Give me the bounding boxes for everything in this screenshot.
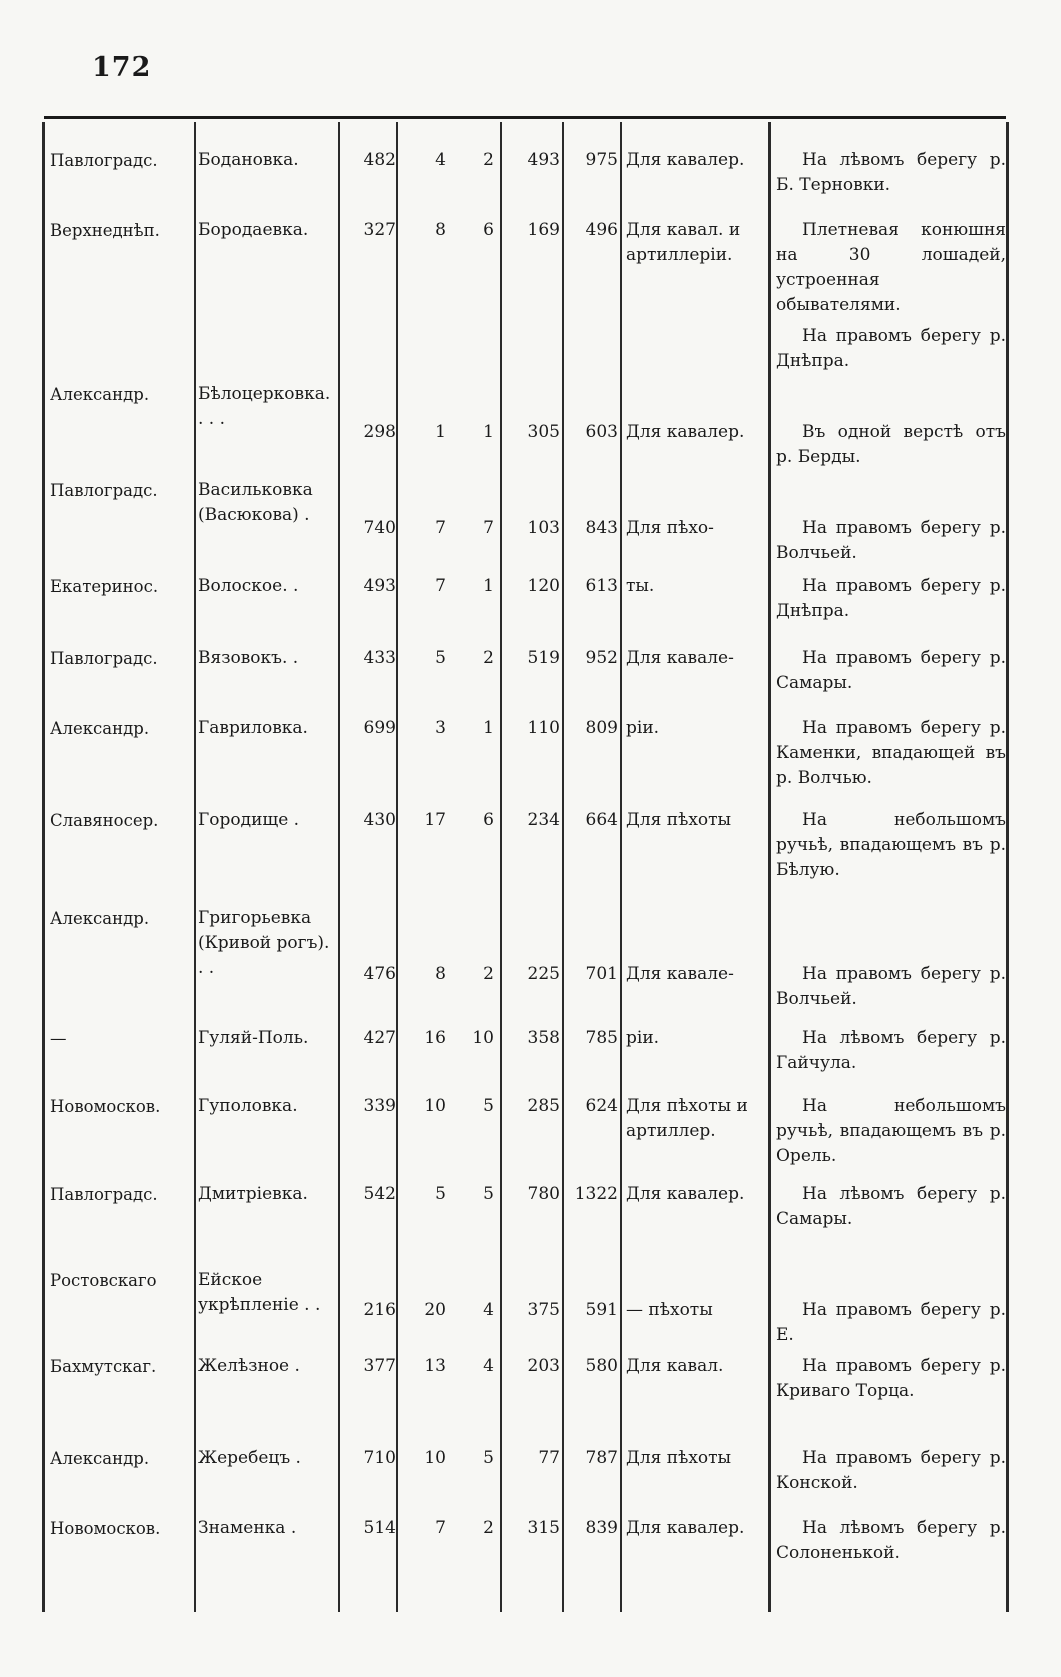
purpose-cell: Для пѣхоты [626, 810, 732, 830]
number-cell: 5 [483, 1184, 494, 1204]
village-cell: Бодановка. [198, 150, 299, 170]
number-cell: 519 [527, 648, 560, 668]
number-cell: 327 [363, 220, 396, 240]
number-cell: 482 [363, 150, 396, 170]
note-text: Плетневая конюшня на 30 лошадей, устроенная обывателями. [776, 220, 1006, 315]
village-cell: Дмитріевка. [198, 1184, 308, 1204]
note-text: На небольшомъ ручьѣ, впадающемъ въ р. Бѣлую. [776, 810, 1006, 880]
number-cell: 476 [363, 964, 396, 984]
number-cell: 493 [363, 576, 396, 596]
purpose-cell: Для пѣхо- [626, 518, 714, 538]
column-rule [562, 122, 564, 1612]
note-cell [776, 1182, 1006, 1232]
purpose-cell: Для кавалер. [626, 422, 745, 442]
number-cell: 10 [424, 1448, 446, 1468]
purpose-cell: Для пѣхоты [626, 1448, 732, 1468]
number-cell: 780 [527, 1184, 560, 1204]
number-cell: 4 [435, 150, 446, 170]
note-cell [776, 574, 1006, 624]
purpose-cell: Для кавале- [626, 648, 734, 668]
number-cell: 580 [585, 1356, 618, 1376]
number-cell: 103 [527, 518, 560, 538]
number-cell: 843 [585, 518, 618, 538]
column-rule [42, 122, 45, 1612]
village-cell: Желѣзное . [198, 1356, 300, 1376]
number-cell: 16 [424, 1028, 446, 1048]
note-text: На небольшомъ ручьѣ, впадающемъ въ р. Орель. [776, 1096, 1006, 1166]
number-cell: 701 [585, 964, 618, 984]
number-cell: 2 [483, 1518, 494, 1538]
number-cell: 514 [363, 1518, 396, 1538]
number-cell: 1 [435, 422, 446, 442]
number-cell: 2 [483, 964, 494, 984]
note-cell [776, 420, 1006, 470]
number-cell: 664 [585, 810, 618, 830]
number-cell: 225 [527, 964, 560, 984]
number-cell: 7 [435, 518, 446, 538]
number-cell: 809 [585, 718, 618, 738]
district-cell: — [50, 1029, 67, 1048]
note-text: На правомъ берегу р. Днѣпра. [776, 326, 1006, 371]
number-cell: 6 [483, 220, 494, 240]
note-text: На правомъ берегу р. Самары. [776, 648, 1006, 693]
note-text: На правомъ берегу р. Конской. [776, 1448, 1006, 1493]
number-cell: 4 [483, 1300, 494, 1320]
district-cell: Славяносер. [50, 811, 159, 830]
number-cell: 5 [483, 1096, 494, 1116]
note-text: Въ одной верстѣ отъ р. Берды. [776, 422, 1006, 467]
number-cell: 430 [363, 810, 396, 830]
number-cell: 952 [585, 648, 618, 668]
district-cell: Павлоградс. [50, 151, 158, 170]
district-cell: Верхнеднѣп. [50, 221, 160, 240]
note-cell [776, 1446, 1006, 1496]
page-number: 172 [92, 52, 152, 83]
number-cell: 427 [363, 1028, 396, 1048]
number-cell: 4 [483, 1356, 494, 1376]
number-cell: 203 [527, 1356, 560, 1376]
number-cell: 975 [585, 150, 618, 170]
district-cell: Новомосков. [50, 1519, 161, 1538]
note-text: На правомъ берегу р. Е. [776, 1300, 1006, 1345]
note-text: На правомъ берегу р. Каменки, впадающей въ р. Волчью. [776, 718, 1006, 788]
purpose-cell: ты. [626, 576, 655, 596]
note-text: На лѣвомъ берегу р. Гайчула. [776, 1028, 1006, 1073]
number-cell: 3 [435, 718, 446, 738]
note-text: На лѣвомъ берегу р. Солоненькой. [776, 1518, 1006, 1563]
note-text: На лѣвомъ берегу р. Б. Терновки. [776, 150, 1006, 195]
village-cell: Знаменка . [198, 1518, 297, 1538]
note-text: На лѣвомъ берегу р. Самары. [776, 1184, 1006, 1229]
number-cell: 10 [472, 1028, 494, 1048]
number-cell: 120 [527, 576, 560, 596]
number-cell: 10 [424, 1096, 446, 1116]
number-cell: 787 [585, 1448, 618, 1468]
note-cell [776, 516, 1006, 566]
number-cell: 285 [527, 1096, 560, 1116]
number-cell: 710 [363, 1448, 396, 1468]
district-cell: Павлоградс. [50, 1185, 158, 1204]
note-cell [776, 1298, 1006, 1348]
village-cell: Григорьевка (Кривой рогъ). . . [198, 908, 330, 978]
purpose-cell: ріи. [626, 1028, 660, 1048]
number-cell: 377 [363, 1356, 396, 1376]
number-cell: 591 [585, 1300, 618, 1320]
village-cell: Ейское укрѣпленіе . . [198, 1270, 321, 1315]
purpose-cell: — пѣхоты [626, 1300, 713, 1320]
number-cell: 433 [363, 648, 396, 668]
note-cell [776, 1026, 1006, 1076]
number-cell: 1 [483, 718, 494, 738]
number-cell: 315 [527, 1518, 560, 1538]
district-cell: Александр. [50, 909, 150, 928]
district-cell: Павлоградс. [50, 481, 158, 500]
note-cell [776, 716, 1006, 791]
column-rule [194, 122, 196, 1612]
number-cell: 298 [363, 422, 396, 442]
column-rule [768, 122, 771, 1612]
number-cell: 216 [363, 1300, 396, 1320]
number-cell: 17 [424, 810, 446, 830]
note-text: На правомъ берегу р. Днѣпра. [776, 576, 1006, 621]
number-cell: 2 [483, 150, 494, 170]
note-text: На правомъ берегу р. Волчьей. [776, 518, 1006, 563]
village-cell: Вязовокъ. . [198, 648, 299, 668]
number-cell: 496 [585, 220, 618, 240]
village-cell: Гавриловка. [198, 718, 308, 738]
purpose-cell: ріи. [626, 718, 660, 738]
number-cell: 624 [585, 1096, 618, 1116]
column-rule [338, 122, 340, 1612]
number-cell: 7 [435, 576, 446, 596]
village-cell: Волоское. . [198, 576, 299, 596]
village-cell: Городище . [198, 810, 300, 830]
number-cell: 7 [435, 1518, 446, 1538]
number-cell: 7 [483, 518, 494, 538]
top-rule [44, 116, 1006, 119]
number-cell: 613 [585, 576, 618, 596]
district-cell: Ростовскаго [50, 1271, 157, 1290]
number-cell: 20 [424, 1300, 446, 1320]
village-cell: Гуполовка. [198, 1096, 298, 1116]
district-cell: Александр. [50, 719, 150, 738]
number-cell: 839 [585, 1518, 618, 1538]
purpose-cell: Для кавале- [626, 964, 734, 984]
district-cell: Павлоградс. [50, 649, 158, 668]
number-cell: 375 [527, 1300, 560, 1320]
number-cell: 1 [483, 422, 494, 442]
number-cell: 305 [527, 422, 560, 442]
note-cell [776, 148, 1006, 198]
number-cell: 5 [483, 1448, 494, 1468]
note-text: На правомъ берегу р. Криваго Торца. [776, 1356, 1006, 1401]
note-cell [776, 808, 1006, 883]
village-cell: Бѣлоцерковка. . . . [198, 384, 331, 429]
village-cell: Васильковка (Васюкова) . [198, 480, 313, 525]
note-cell [776, 1094, 1006, 1169]
number-cell: 493 [527, 150, 560, 170]
purpose-cell: Для кавалер. [626, 1518, 745, 1538]
number-cell: 13 [424, 1356, 446, 1376]
district-cell: Бахмутскаг. [50, 1357, 157, 1376]
number-cell: 8 [435, 964, 446, 984]
number-cell: 110 [527, 718, 560, 738]
purpose-cell: Для кавалер. [626, 150, 745, 170]
purpose-cell: Для пѣхоты и артиллер. [626, 1096, 748, 1141]
note-cell [776, 1516, 1006, 1566]
purpose-cell: Для кавал. [626, 1356, 724, 1376]
column-rule [500, 122, 502, 1612]
number-cell: 1 [483, 576, 494, 596]
note-cell [776, 1354, 1006, 1404]
village-cell: Жеребецъ . [198, 1448, 301, 1468]
number-cell: 6 [483, 810, 494, 830]
number-cell: 8 [435, 220, 446, 240]
note-text: На правомъ берегу р. Волчьей. [776, 964, 1006, 1009]
number-cell: 234 [527, 810, 560, 830]
purpose-cell: Для кавалер. [626, 1184, 745, 1204]
number-cell: 699 [363, 718, 396, 738]
number-cell: 77 [538, 1448, 560, 1468]
district-cell: Александр. [50, 385, 150, 404]
number-cell: 5 [435, 648, 446, 668]
note-cell [776, 962, 1006, 1012]
district-cell: Александр. [50, 1449, 150, 1468]
number-cell: 358 [527, 1028, 560, 1048]
number-cell: 542 [363, 1184, 396, 1204]
number-cell: 1322 [574, 1184, 618, 1204]
number-cell: 740 [363, 518, 396, 538]
number-cell: 785 [585, 1028, 618, 1048]
purpose-cell: Для кавал. и артиллеріи. [626, 220, 741, 265]
column-rule [1006, 122, 1009, 1612]
village-cell: Гуляй-Поль. [198, 1028, 309, 1048]
note-cell [776, 218, 1006, 374]
number-cell: 339 [363, 1096, 396, 1116]
note-cell [776, 646, 1006, 696]
district-cell: Новомосков. [50, 1097, 161, 1116]
number-cell: 169 [527, 220, 560, 240]
village-cell: Бородаевка. [198, 220, 309, 240]
number-cell: 2 [483, 648, 494, 668]
number-cell: 603 [585, 422, 618, 442]
district-cell: Екатериноc. [50, 577, 159, 596]
column-rule [396, 122, 398, 1612]
column-rule [620, 122, 622, 1612]
number-cell: 5 [435, 1184, 446, 1204]
